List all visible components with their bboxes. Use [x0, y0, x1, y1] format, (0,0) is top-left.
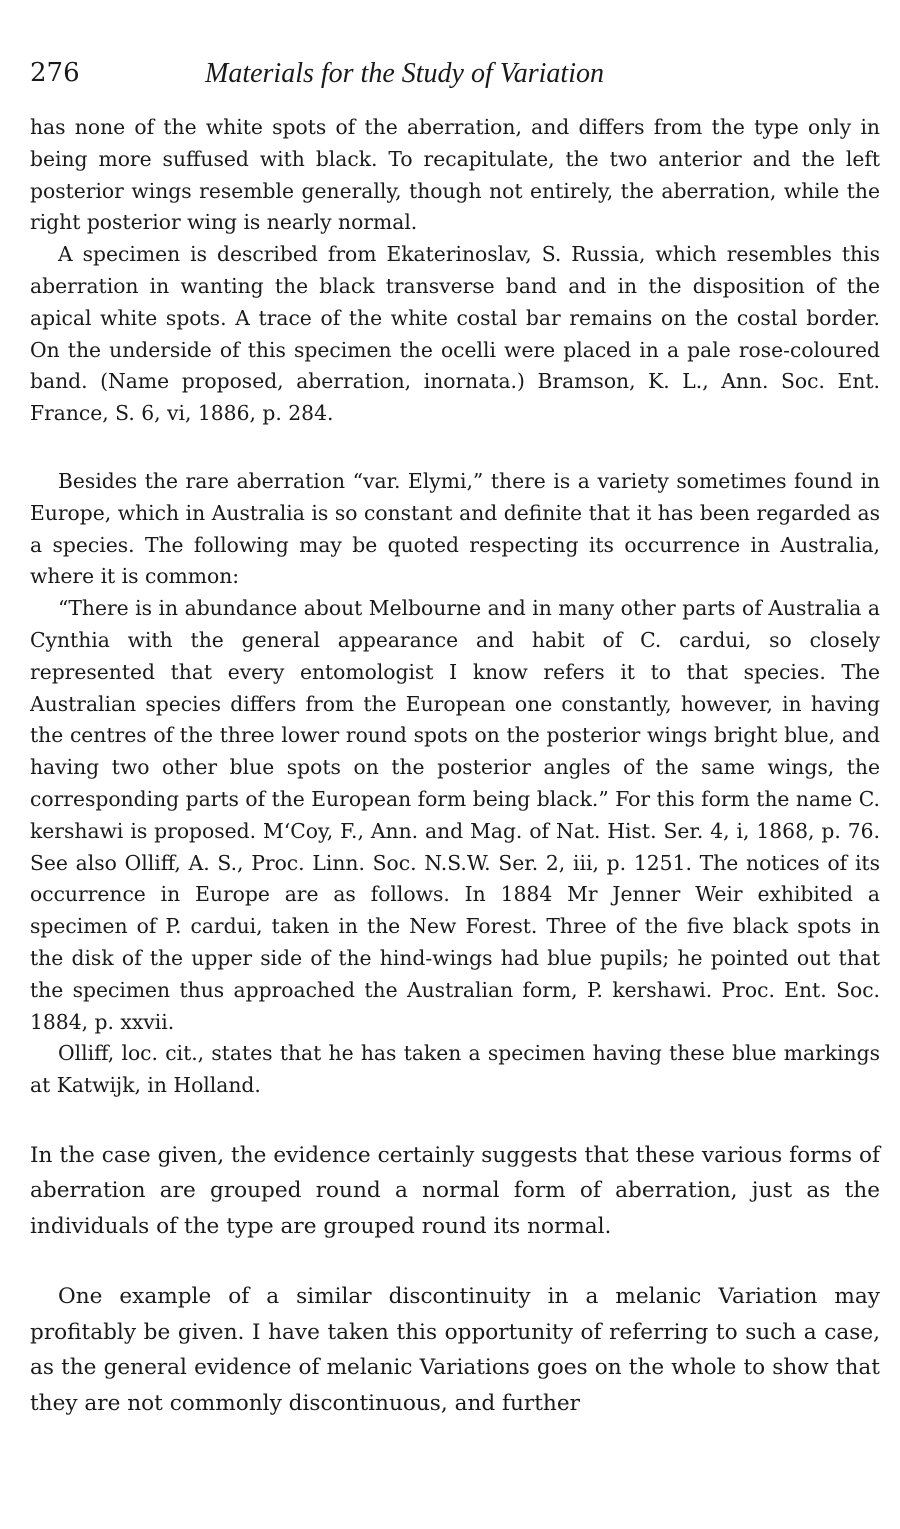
- paragraph-ekaterinoslav-specimen: A specimen is described from Ekaterinoslav, S. Russia, which resembles this aberration in wanting the black transverse band and in the disposition of the apical white spots. A trace of the white costal bar remains on the costal border. On the underside of this specimen the ocelli were placed in a pale rose-coloured band. (Name proposed, aberration, inornata.) Bramson, K. L., Ann. Soc. Ent. France, S. 6, vi, 1886, p. 284.: [30, 242, 880, 426]
- paragraph-olliff: Olliff, loc. cit., states that he has taken a specimen having these blue markings at Katwijk, in Holland.: [30, 1041, 880, 1098]
- section-gap: [30, 430, 880, 466]
- paragraph-case-given: In the case given, the evidence certainly suggests that these various forms of aberration are grouped round a normal form of aberration, just as the individuals of the type are grouped round its normal.: [30, 1142, 880, 1239]
- page-header: [30, 50, 880, 98]
- page-number: 276: [30, 58, 80, 88]
- running-title: Materials for the Study of Variation: [205, 58, 604, 89]
- section-gap: [30, 1244, 880, 1279]
- paragraph-melanic-variation: One example of a similar discontinuity in a melanic Variation may profitably be given. I have taken this opportunity of referring to such a case, as the general evidence of melanic Variations goes on the whole to show that they are not commonly discontinuous, and further: [30, 1284, 880, 1416]
- paragraph-var-elymi: Besides the rare aberration “var. Elymi,” there is a variety sometimes found in Europe, which in Australia is so constant and definite that it has been regarded as a species. The following may be quoted respecting its occurrence in Australia, where it is common:: [30, 468, 880, 589]
- page: [30, 50, 880, 1421]
- section-gap: [30, 1102, 880, 1138]
- paragraph-quotation-cynthia: “There is in abundance about Melbourne and in many other parts of Australia a Cynthia with the general appearance and habit of C. cardui, so closely represented that every entomologist I know refers it to that species. The Australian species differs from the European one constantly, however, in having the centres of the three lower round spots on the posterior wings bright blue, and having two other blue spots on the posterior angles of the same wings, the corresponding parts of the European form being black.” For this form the name C. kershawi is proposed. M‘Coy, F., Ann. and Mag. of Nat. Hist. Ser. 4, i, 1868, p. 76. See also Olliff, A. S., Proc. Linn. Soc. N.S.W. Ser. 2, iii, p. 1251. The notices of its occurrence in Europe are as follows. In 1884 Mr Jenner Weir exhibited a specimen of P. cardui, taken in the New Forest. Three of the five black spots in the disk of the upper side of the hind-wings had blue pupils; he pointed out that the specimen thus approached the Australian form, P. kershawi. Proc. Ent. Soc. 1884, p. xxvii.: [30, 596, 880, 1034]
- paragraph-continuation: has none of the white spots of the aberration, and differs from the type only in being more suffused with black. To recapitulate, the two anterior and the left posterior wings resemble generally, though not entirely, the aberration, while the right posterior wing is nearly normal.: [30, 115, 880, 235]
